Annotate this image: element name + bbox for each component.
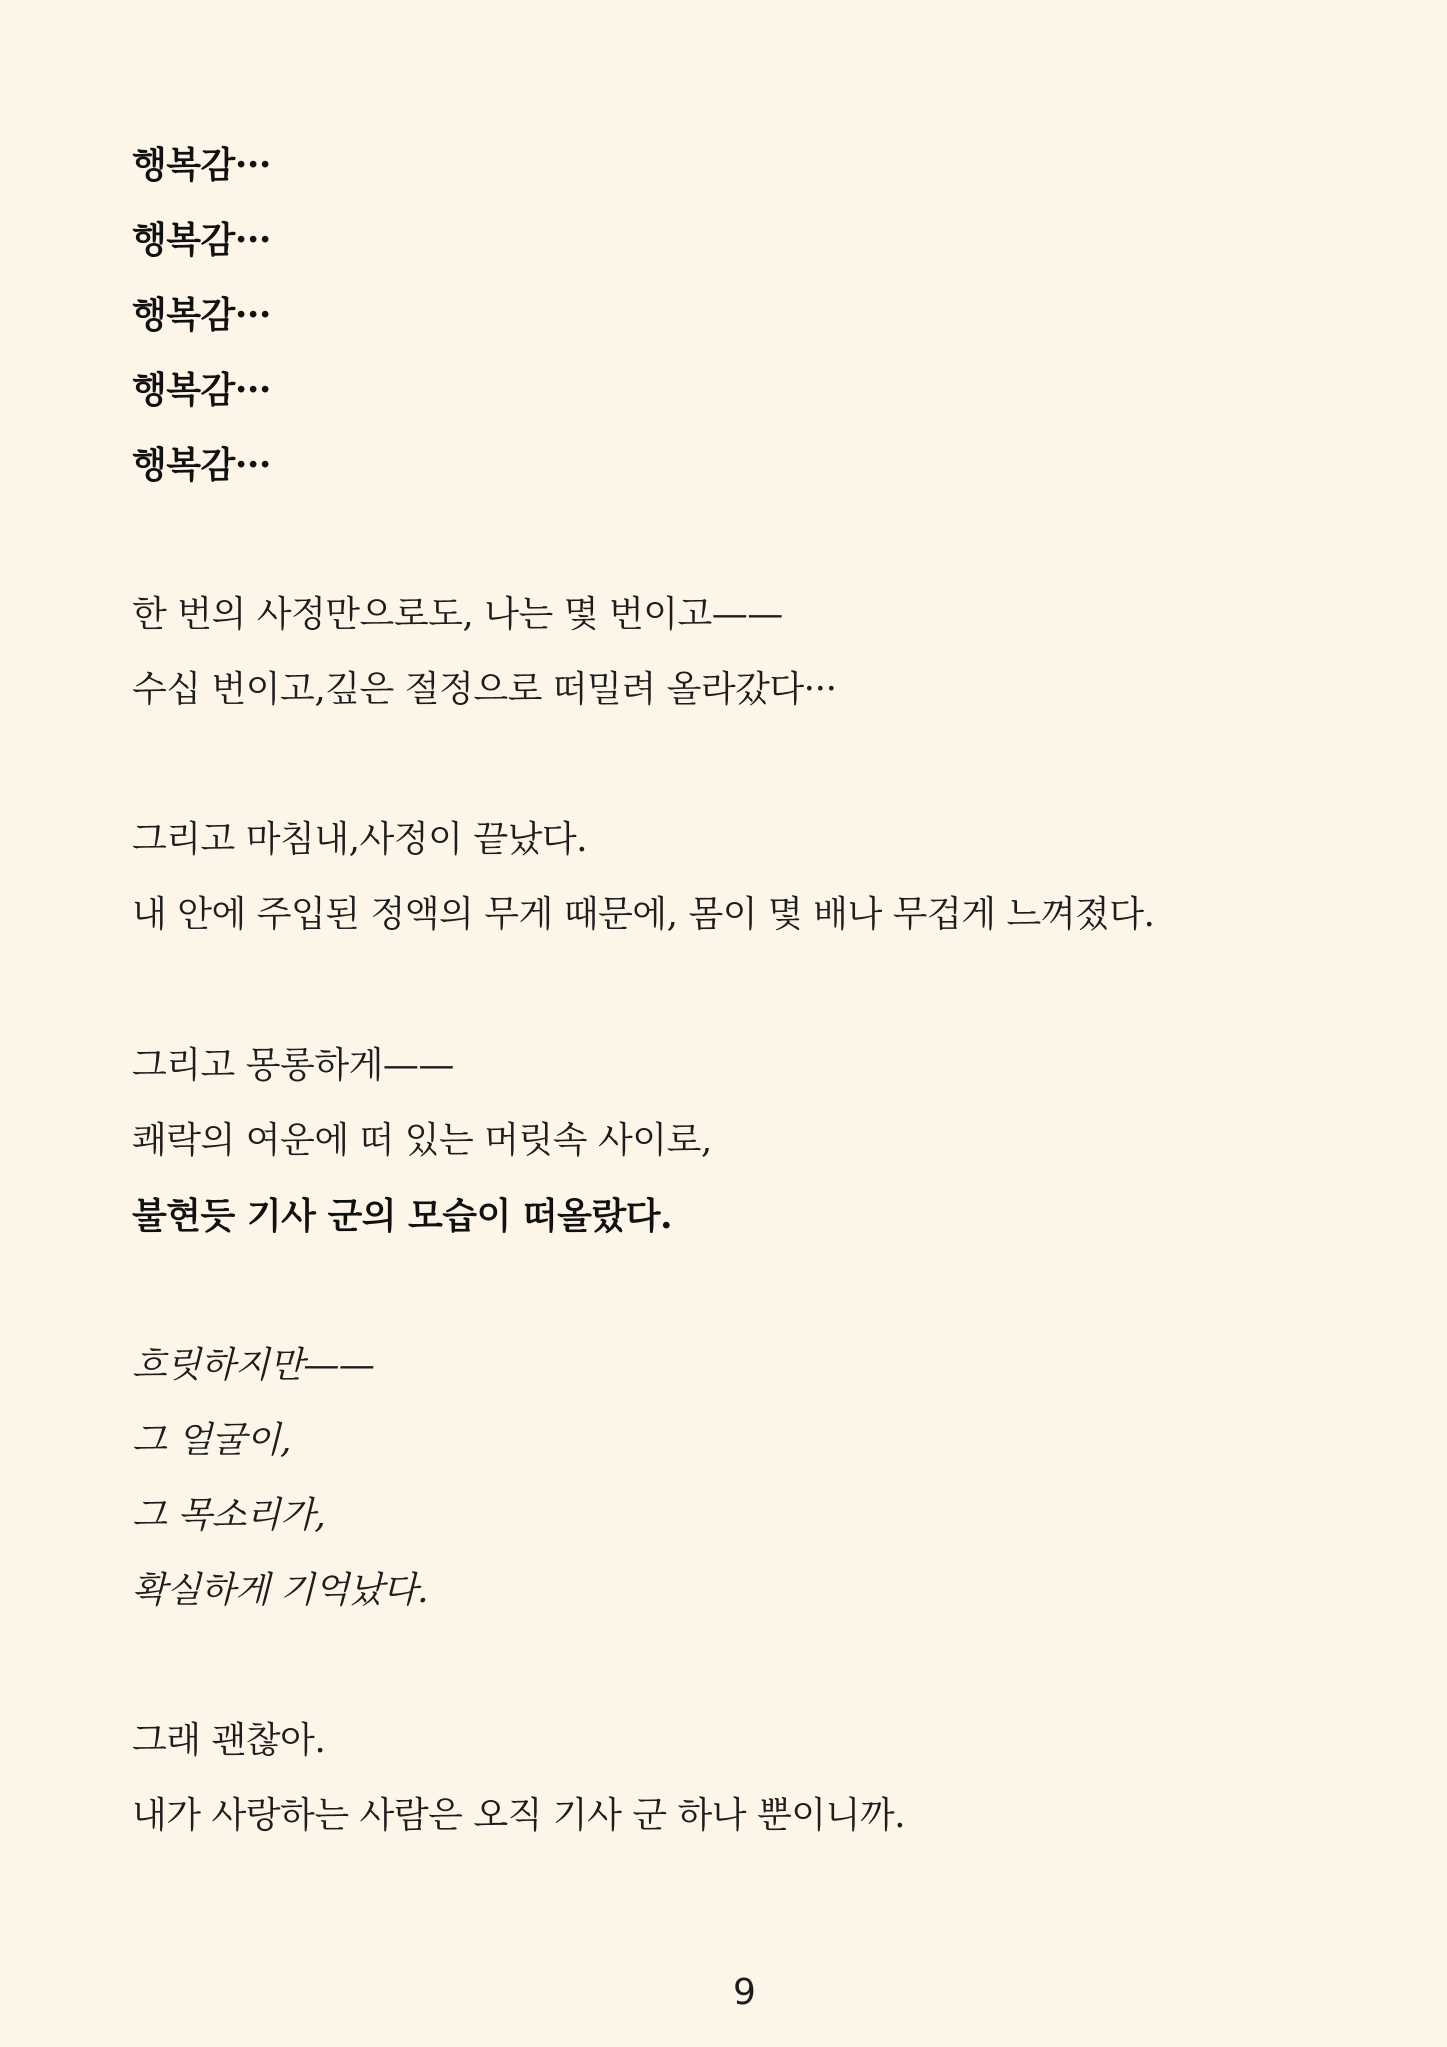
text-line-emphasis: 불현듯 기사 군의 모습이 떠올랐다. bbox=[132, 1195, 673, 1237]
text-line: 내 안에 주입된 정액의 무게 때문에, 몸이 몇 배나 무겁게 느껴졌다. bbox=[132, 894, 1155, 935]
text-line: 그리고 마침내,사정이 끝났다. bbox=[132, 819, 588, 860]
text-line: 내가 사랑하는 사람은 오직 기사 군 하나 뿐이니까. bbox=[132, 1795, 906, 1836]
text-line: 쾌락의 여운에 떠 있는 머릿속 사이로, bbox=[132, 1120, 712, 1161]
text-line: 행복감··· bbox=[132, 144, 271, 186]
text-line-italic: 그 목소리가, bbox=[132, 1495, 326, 1536]
text-line: 행복감··· bbox=[132, 369, 271, 411]
text-line: 그래 괜찮아. bbox=[132, 1720, 326, 1761]
text-line: 수십 번이고,깊은 절정으로 떠밀려 올라갔다··· bbox=[132, 669, 837, 710]
text-line-italic: 그 얼굴이, bbox=[132, 1420, 291, 1461]
text-line-italic: 확실하게 기억났다. bbox=[132, 1570, 429, 1611]
text-line-italic: 흐릿하지만—— bbox=[132, 1345, 375, 1386]
text-line: 그리고 몽롱하게—— bbox=[132, 1045, 454, 1086]
text-line: 행복감··· bbox=[132, 294, 271, 336]
text-line: 한 번의 사정만으로도, 나는 몇 번이고—— bbox=[132, 594, 783, 635]
page-number: 9 bbox=[733, 1972, 756, 2013]
text-line: 행복감··· bbox=[132, 219, 271, 261]
text-line: 행복감··· bbox=[132, 444, 271, 486]
